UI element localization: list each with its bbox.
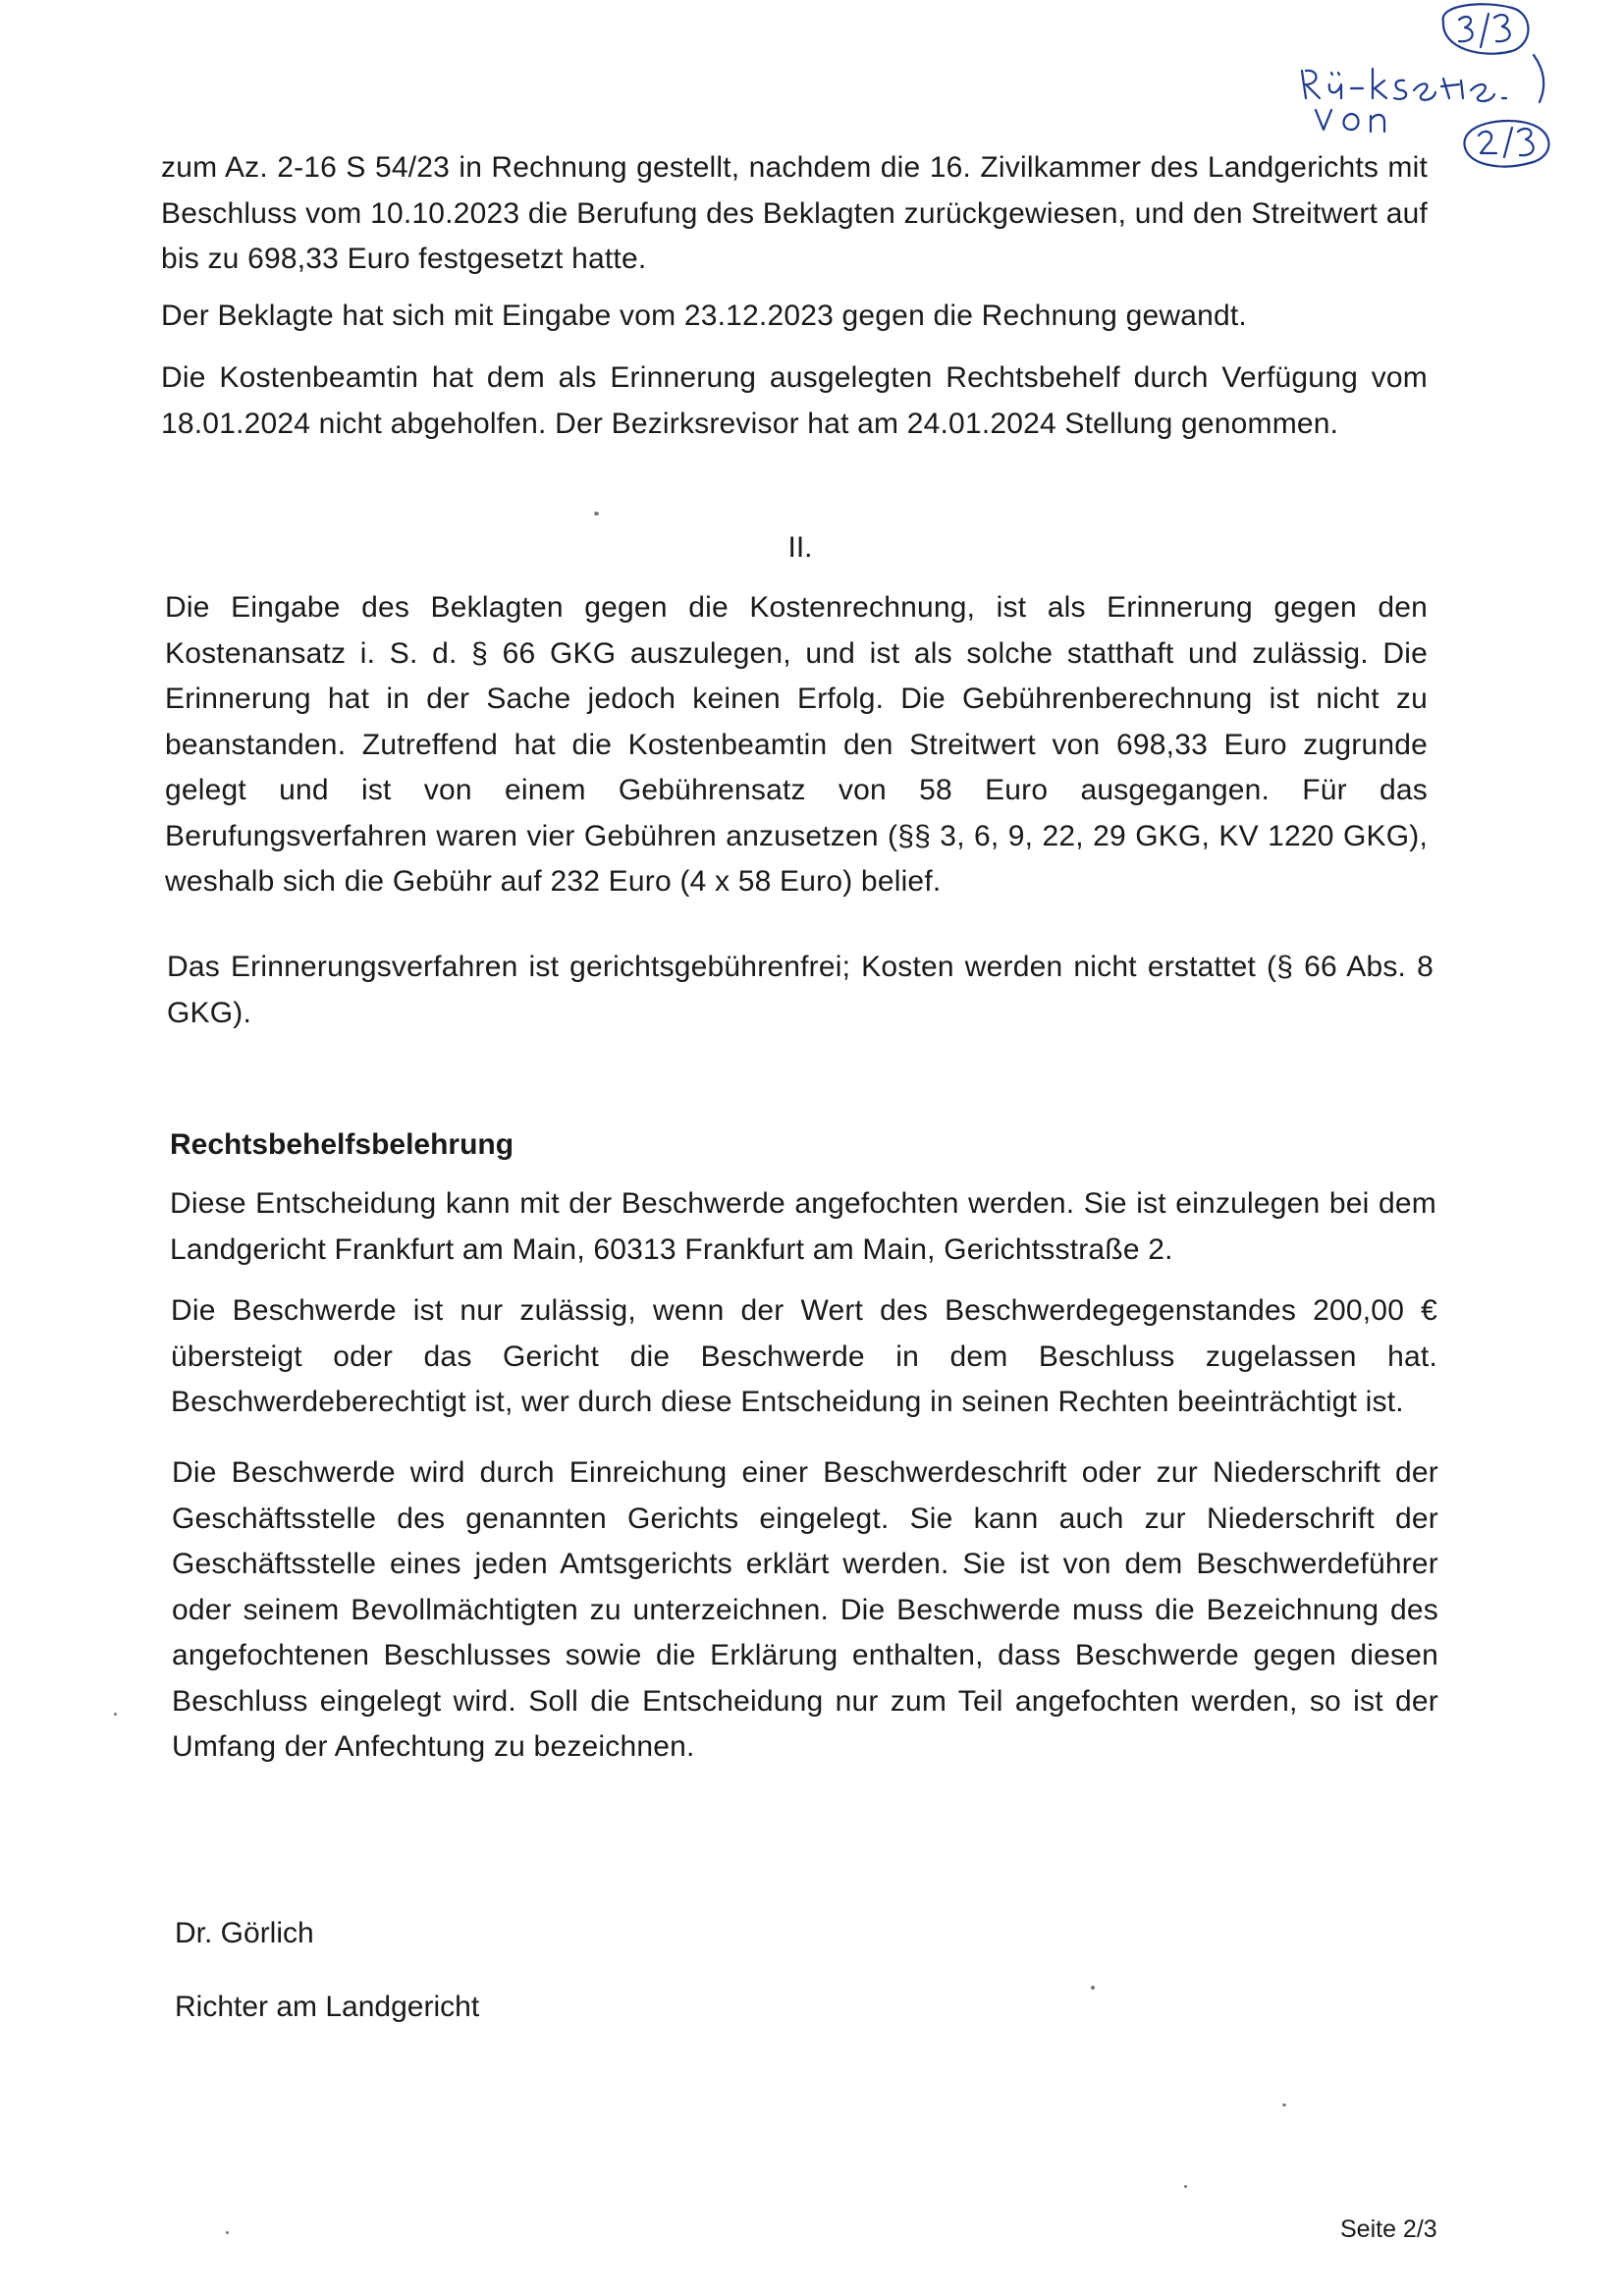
scan-speck <box>226 2231 229 2234</box>
heading-rechtsbehelfsbelehrung: Rechtsbehelfsbelehrung <box>170 1128 514 1161</box>
signature-title: Richter am Landgericht <box>175 1991 480 2023</box>
signature-name: Dr. Görlich <box>175 1917 314 1949</box>
page-number: Seite 2/3 <box>1340 2215 1437 2243</box>
paragraph-defendant-submission: Der Beklagte hat sich mit Eingabe vom 23.12.2023 gegen die Rechnung gewandt. <box>161 300 1247 332</box>
paragraph-appeal-admissibility: Die Beschwerde ist nur zulässig, wenn der Wert des Beschwerdegegenstandes 200,00 € übersteigt oder das Gericht die Beschwerde in dem Beschluss zugelassen hat. Beschwerdeberechtigt ist, wer durch diese Entscheidung in seinen Rechten beeinträchtigt ist. <box>171 1294 1437 1418</box>
paragraph-appeal-procedure: Die Beschwerde wird durch Einreichung einer Beschwerdeschrift oder zur Niederschrift der Geschäftsstelle des genannten Gerichts eingelegt. Sie kann auch zur Niederschrift der Geschäftsstelle eines jeden Amtsgerichts erklärt werden. Sie ist von dem Beschwerdeführer oder seinem Bevollmächtigten zu unterzeichnen. Die Beschwerde muss die Bezeichnung des angefochtenen Beschlusses sowie die Erklärung enthalten, dass Beschwerde gegen diesen Beschluss eingelegt wird. Soll die Entscheidung nur zum Teil angefochten werden, so ist der Umfang der Anfechtung zu bezeichnen. <box>172 1456 1438 1763</box>
section-heading-ii: II. <box>787 531 813 564</box>
paragraph-case-reference: zum Az. 2-16 S 54/23 in Rechnung gestellt, nachdem die 16. Zivilkammer des Landgerichts mit Beschluss vom 10.10.2023 die Berufung des Beklagten zurückgewiesen, und den Streitwert auf bis zu 698,33 Euro festgesetzt hatte. <box>161 151 1428 275</box>
scan-speck <box>114 1713 117 1716</box>
paragraph-appeal-court: Diese Entscheidung kann mit der Beschwerde angefochten werden. Sie ist einzulegen bei dem Landgericht Frankfurt am Main, 60313 Frankfurt am Main, Gerichtsstraße 2. <box>170 1187 1436 1266</box>
paragraph-costs: Das Erinnerungsverfahren ist gerichtsgebührenfrei; Kosten werden nicht erstattet (§ 66 Abs. 8 GKG). <box>167 951 1434 1029</box>
paragraph-reasoning: Die Eingabe des Beklagten gegen die Kostenrechnung, ist als Erinnerung gegen den Kostenansatz i. S. d. § 66 GKG auszulegen, und ist als solche statthaft und zulässig. Die Erinnerung hat in der Sache jedoch keinen Erfolg. Die Gebührenberechnung ist nicht zu beanstanden. Zutreffend hat die Kostenbeamtin den Streitwert von 698,33 Euro zugrunde gelegt und ist von einem Gebührensatz von 58 Euro ausgegangen. Für das Berufungsverfahren waren vier Gebühren anzusetzen (§§ 3, 6, 9, 22, 29 GKG, KV 1220 GKG), weshalb sich die Gebühr auf 232 Euro (4 x 58 Euro) belief. <box>165 591 1428 898</box>
scan-speck <box>1282 2104 1286 2106</box>
paragraph-cost-officer: Die Kostenbeamtin hat dem als Erinnerung ausgelegten Rechtsbehelf durch Verfügung vom 18.01.2024 nicht abgeholfen. Der Bezirksrevisor hat am 24.01.2024 Stellung genommen. <box>161 361 1428 440</box>
scan-speck <box>594 512 599 516</box>
scan-speck <box>1184 2185 1187 2188</box>
scan-speck <box>1091 1986 1095 1990</box>
